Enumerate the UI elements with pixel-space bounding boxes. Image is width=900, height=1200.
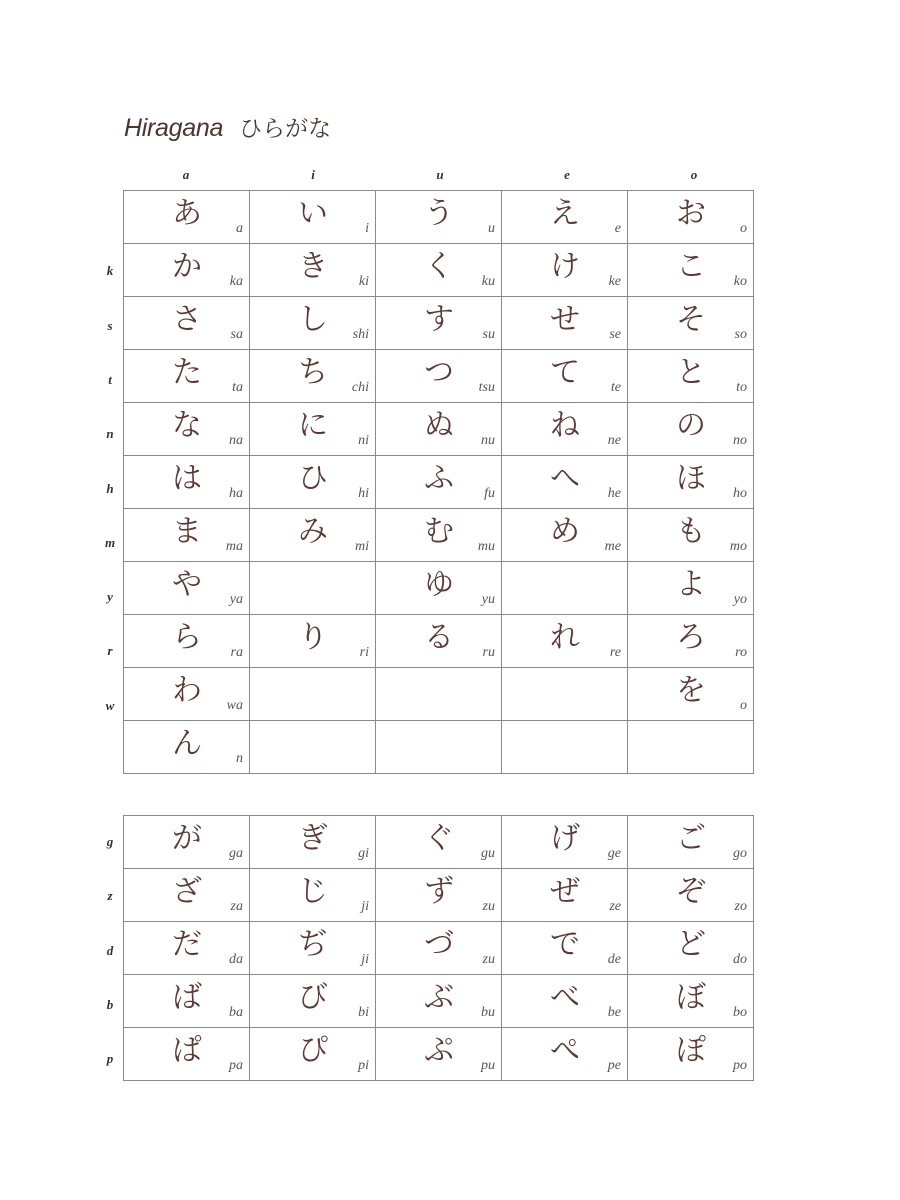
kana-cell <box>502 975 628 1028</box>
kana-character: こ <box>676 249 706 284</box>
kana-character: く <box>424 249 454 284</box>
romaji-label: e <box>614 221 621 236</box>
romaji-label: o <box>740 698 747 713</box>
row-label: y <box>107 589 113 605</box>
kana-character: ひ <box>298 461 328 496</box>
kana-character: わ <box>172 673 202 708</box>
kana-character: る <box>424 620 454 655</box>
kana-cell <box>628 721 754 774</box>
column-header-u: u <box>436 167 444 182</box>
romaji-label: gu <box>481 846 495 861</box>
kana-character: ぶ <box>424 980 454 1015</box>
kana-cell <box>250 244 376 297</box>
row-label: g <box>106 834 114 849</box>
kana-character: で <box>550 927 580 962</box>
romaji-label: ba <box>229 1005 243 1020</box>
romaji-label: zo <box>734 899 747 914</box>
romaji-label: ka <box>229 274 243 289</box>
romaji-label: so <box>734 327 747 342</box>
row-label: d <box>106 942 114 958</box>
kana-cell <box>628 922 754 975</box>
romaji-label: ho <box>733 486 747 501</box>
kana-character: ん <box>172 726 202 761</box>
kana-cell <box>502 244 628 297</box>
kana-character: げ <box>550 821 580 856</box>
table-row <box>124 509 754 562</box>
kana-character: ぼ <box>676 980 706 1015</box>
kana-character: う <box>424 196 454 231</box>
kana-character: ね <box>550 408 580 443</box>
row-label: m <box>104 534 116 550</box>
kana-character: け <box>550 249 580 284</box>
table-row <box>124 975 754 1028</box>
kana-cell <box>502 721 628 774</box>
kana-cell <box>124 297 250 350</box>
kana-cell <box>628 615 754 668</box>
kana-character: び <box>298 980 328 1015</box>
kana-character: ご <box>676 821 706 856</box>
table-row <box>124 922 754 975</box>
romaji-label: bo <box>733 1005 747 1020</box>
kana-cell <box>376 350 502 403</box>
kana-cell <box>250 562 376 615</box>
kana-cell <box>124 668 250 721</box>
kana-cell <box>124 456 250 509</box>
kana-cell <box>124 509 250 562</box>
kana-cell <box>502 403 628 456</box>
kana-character: さ <box>172 302 202 337</box>
kana-character: あ <box>172 196 202 231</box>
kana-cell <box>124 816 250 869</box>
romaji-label: ni <box>358 433 369 448</box>
title-english: Hiragana <box>124 114 224 142</box>
kana-cell <box>250 869 376 922</box>
row-label: w <box>105 697 115 713</box>
row-label: h <box>106 480 114 496</box>
table-row <box>124 297 754 350</box>
kana-character: よ <box>676 567 706 602</box>
kana-cell <box>628 509 754 562</box>
table-row <box>124 191 754 244</box>
column-header-o: o <box>690 167 698 182</box>
romaji-label: ko <box>733 274 747 289</box>
page-title <box>124 110 331 150</box>
kana-character: へ <box>550 461 580 496</box>
romaji-label: mu <box>477 539 495 554</box>
kana-cell <box>376 816 502 869</box>
kana-character: に <box>298 408 328 443</box>
hiragana-main-table <box>123 190 754 774</box>
romaji-label: ha <box>229 486 243 501</box>
kana-character: み <box>298 514 328 549</box>
romaji-label: to <box>736 380 747 395</box>
kana-character: ざ <box>172 874 202 909</box>
kana-cell <box>502 668 628 721</box>
kana-cell <box>376 244 502 297</box>
kana-character: か <box>172 249 202 284</box>
romaji-label: ro <box>735 645 747 660</box>
kana-cell <box>376 562 502 615</box>
kana-cell <box>376 975 502 1028</box>
kana-cell <box>124 350 250 403</box>
kana-character: じ <box>298 874 328 909</box>
kana-character: ぐ <box>424 821 454 856</box>
romaji-label: ze <box>609 899 621 914</box>
romaji-label: wa <box>226 698 243 713</box>
romaji-label: ke <box>608 274 621 289</box>
column-header-a: a <box>182 167 190 182</box>
kana-cell <box>250 350 376 403</box>
title-japanese: ひらがな <box>239 116 332 142</box>
romaji-label: pu <box>481 1058 495 1073</box>
row-label: n <box>106 426 114 442</box>
romaji-label: me <box>604 539 621 554</box>
kana-cell <box>250 816 376 869</box>
kana-character: は <box>172 461 202 496</box>
romaji-label: na <box>229 433 243 448</box>
kana-character: べ <box>550 980 580 1015</box>
kana-cell <box>124 191 250 244</box>
kana-character: ぎ <box>298 821 328 856</box>
romaji-label: te <box>610 380 621 395</box>
kana-cell <box>628 1028 754 1081</box>
romaji-label: he <box>607 486 621 501</box>
romaji-label: chi <box>351 380 369 395</box>
romaji-label: se <box>609 327 621 342</box>
romaji-label: fu <box>484 486 495 501</box>
kana-cell <box>124 562 250 615</box>
kana-cell <box>502 816 628 869</box>
romaji-label: pa <box>229 1058 243 1073</box>
romaji-label: da <box>229 952 243 967</box>
kana-cell <box>502 562 628 615</box>
kana-cell <box>124 922 250 975</box>
table-row <box>124 456 754 509</box>
kana-character: ぴ <box>298 1033 328 1068</box>
kana-cell <box>628 816 754 869</box>
kana-cell <box>376 869 502 922</box>
kana-cell <box>250 1028 376 1081</box>
romaji-label: ya <box>229 592 243 607</box>
kana-cell <box>376 509 502 562</box>
kana-cell <box>376 297 502 350</box>
kana-character: ゆ <box>424 567 454 602</box>
kana-character: ふ <box>424 461 454 496</box>
romaji-label: ta <box>232 380 243 395</box>
romaji-label: no <box>733 433 747 448</box>
romaji-label: gi <box>358 846 369 861</box>
romaji-label: yu <box>481 592 495 607</box>
kana-cell <box>124 403 250 456</box>
romaji-label: u <box>488 221 495 236</box>
kana-cell <box>250 403 376 456</box>
table-row <box>124 721 754 774</box>
table-row <box>124 668 754 721</box>
kana-character: ぺ <box>550 1033 580 1068</box>
hiragana-voiced-table <box>123 815 754 1081</box>
kana-character: む <box>424 514 454 549</box>
table-row <box>124 816 754 869</box>
romaji-label: mi <box>355 539 369 554</box>
romaji-label: ri <box>359 645 369 660</box>
kana-cell <box>502 869 628 922</box>
kana-character: た <box>172 355 202 390</box>
kana-character: ろ <box>676 620 706 655</box>
romaji-label: re <box>609 645 621 660</box>
kana-cell <box>628 244 754 297</box>
romaji-label: ji <box>361 899 369 914</box>
row-label: k <box>106 263 114 279</box>
kana-cell <box>250 922 376 975</box>
row-label: b <box>106 996 114 1012</box>
kana-character: せ <box>550 302 580 337</box>
romaji-label: n <box>236 751 243 766</box>
kana-character: ち <box>298 355 328 390</box>
kana-character: て <box>550 355 580 390</box>
kana-cell <box>628 350 754 403</box>
kana-character: り <box>298 620 328 655</box>
romaji-label: do <box>733 952 747 967</box>
kana-character: き <box>298 249 328 284</box>
kana-cell <box>250 509 376 562</box>
kana-cell <box>124 721 250 774</box>
kana-cell <box>250 615 376 668</box>
romaji-label: sa <box>230 327 243 342</box>
romaji-label: za <box>230 899 243 914</box>
kana-cell <box>376 403 502 456</box>
romaji-label: ne <box>607 433 621 448</box>
romaji-label: bi <box>358 1005 369 1020</box>
romaji-label: ru <box>482 645 495 660</box>
kana-character: ず <box>424 874 454 909</box>
romaji-label: go <box>733 846 747 861</box>
table-row <box>124 403 754 456</box>
column-header-e: e <box>564 167 570 182</box>
romaji-label: ku <box>481 274 495 289</box>
kana-character: す <box>424 302 454 337</box>
romaji-label: ji <box>361 952 369 967</box>
romaji-label: po <box>733 1058 747 1073</box>
romaji-label: o <box>740 221 747 236</box>
kana-character: ぞ <box>676 874 706 909</box>
kana-cell <box>124 244 250 297</box>
romaji-label: hi <box>358 486 369 501</box>
romaji-label: nu <box>481 433 495 448</box>
romaji-label: i <box>365 221 369 236</box>
kana-character: い <box>298 196 328 231</box>
kana-character: ぱ <box>172 1033 202 1068</box>
kana-character: な <box>172 408 202 443</box>
kana-character: ど <box>676 927 706 962</box>
row-label: z <box>107 888 113 904</box>
romaji-label: ge <box>607 846 621 861</box>
kana-cell <box>628 975 754 1028</box>
romaji-label: ra <box>230 645 243 660</box>
kana-character: ら <box>172 620 202 655</box>
kana-character: ま <box>172 514 202 549</box>
kana-character: も <box>676 514 706 549</box>
kana-cell <box>628 297 754 350</box>
kana-character: ぷ <box>424 1033 454 1068</box>
kana-character: だ <box>172 927 202 962</box>
kana-character: ほ <box>676 461 706 496</box>
romaji-label: yo <box>733 592 747 607</box>
romaji-label: ki <box>358 274 369 289</box>
kana-cell <box>628 562 754 615</box>
romaji-label: zu <box>482 899 495 914</box>
romaji-label: ma <box>225 539 243 554</box>
kana-character: が <box>172 821 202 856</box>
kana-cell <box>250 191 376 244</box>
romaji-label: mo <box>729 539 747 554</box>
kana-character: ぢ <box>298 927 328 962</box>
row-label: s <box>107 317 113 333</box>
kana-character: ぬ <box>424 408 454 443</box>
kana-cell <box>250 975 376 1028</box>
kana-cell <box>628 869 754 922</box>
romaji-label: pe <box>607 1058 621 1073</box>
kana-character: つ <box>424 355 454 390</box>
kana-cell <box>502 1028 628 1081</box>
kana-cell <box>502 456 628 509</box>
kana-character: を <box>676 673 706 708</box>
table-row <box>124 615 754 668</box>
kana-cell <box>124 869 250 922</box>
kana-cell <box>250 721 376 774</box>
table-row <box>124 562 754 615</box>
row-label: t <box>108 371 112 387</box>
table-row <box>124 1028 754 1081</box>
kana-cell <box>376 191 502 244</box>
romaji-label: bu <box>481 1005 495 1020</box>
kana-character: し <box>298 302 328 337</box>
romaji-label: be <box>607 1005 621 1020</box>
row-label: p <box>106 1051 114 1067</box>
kana-cell <box>502 297 628 350</box>
column-header-i: i <box>311 167 315 182</box>
kana-cell <box>124 1028 250 1081</box>
romaji-label: a <box>236 221 243 236</box>
romaji-label: ga <box>229 846 243 861</box>
kana-cell <box>628 403 754 456</box>
kana-cell <box>376 1028 502 1081</box>
kana-character: と <box>676 355 706 390</box>
kana-cell <box>502 922 628 975</box>
table-row <box>124 350 754 403</box>
kana-character: の <box>676 408 706 443</box>
kana-character: め <box>550 514 580 549</box>
kana-character: お <box>676 196 706 231</box>
kana-cell <box>502 615 628 668</box>
romaji-label: su <box>482 327 495 342</box>
kana-character: そ <box>676 302 706 337</box>
kana-character: ぽ <box>676 1033 706 1068</box>
kana-cell <box>376 721 502 774</box>
kana-character: ば <box>172 980 202 1015</box>
romaji-label: shi <box>352 327 369 342</box>
kana-cell <box>502 509 628 562</box>
kana-cell <box>376 668 502 721</box>
romaji-label: zu <box>482 952 495 967</box>
table-row <box>124 244 754 297</box>
kana-character: れ <box>550 620 580 655</box>
kana-cell <box>376 922 502 975</box>
table-row <box>124 869 754 922</box>
romaji-label: pi <box>358 1058 369 1073</box>
kana-cell <box>628 456 754 509</box>
kana-cell <box>502 350 628 403</box>
kana-cell <box>628 668 754 721</box>
kana-cell <box>376 456 502 509</box>
kana-cell <box>250 668 376 721</box>
kana-character: ぜ <box>550 874 580 909</box>
kana-cell <box>376 615 502 668</box>
kana-cell <box>250 297 376 350</box>
kana-cell <box>628 191 754 244</box>
kana-cell <box>502 191 628 244</box>
kana-character: づ <box>424 927 454 962</box>
kana-character: え <box>550 196 580 231</box>
kana-character: や <box>172 567 202 602</box>
romaji-label: de <box>607 952 621 967</box>
kana-cell <box>124 975 250 1028</box>
row-label: r <box>107 643 113 659</box>
kana-cell <box>250 456 376 509</box>
romaji-label: tsu <box>478 380 495 395</box>
kana-cell <box>124 615 250 668</box>
